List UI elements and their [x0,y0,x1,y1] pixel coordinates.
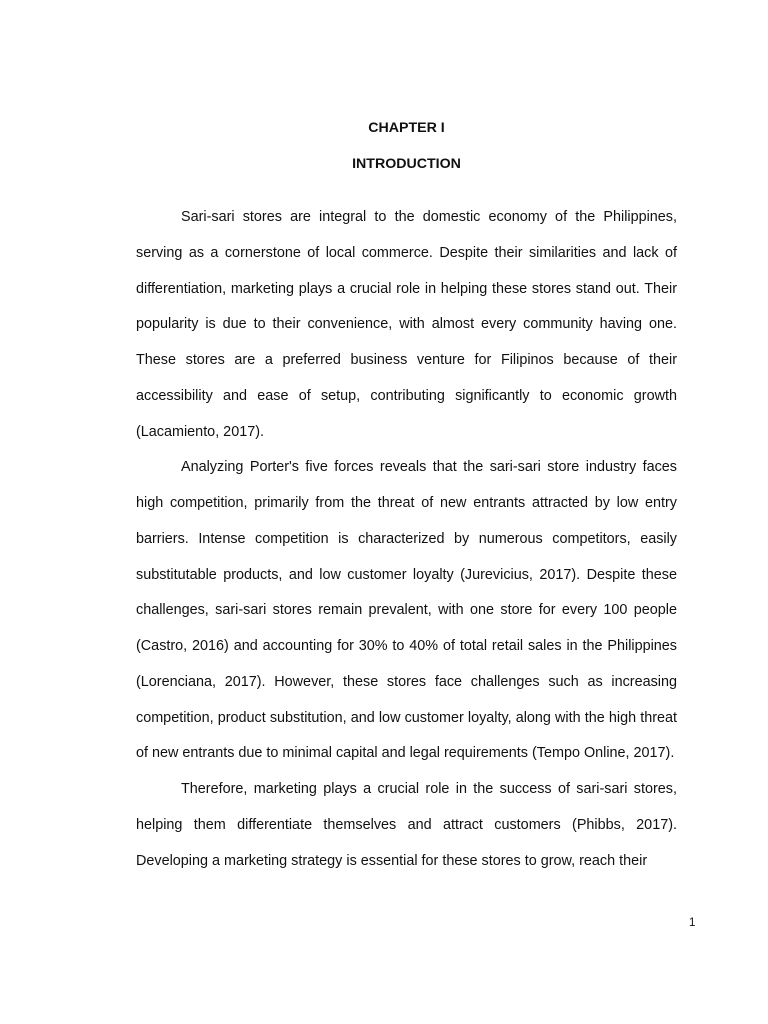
page-number: 1 [689,917,696,929]
paragraph-3: Therefore, marketing plays a crucial role in the success of sari-sari stores, helping them differentiate themselves and attract customers (Phibbs, 2017). Developing a marketing strategy is essential for these stores to grow, reach their [136,781,677,869]
paragraph-1: Sari-sari stores are integral to the domestic economy of the Philippines, serving as a cornerstone of local commerce. Despite their similarities and lack of differentiation, marketing plays a crucial role in helping these stores stand out. Their popularity is due to their convenience, with almost every community having one. These stores are a preferred business venture for Filipinos because of their accessibility and ease of setup, contributing significantly to economic growth (Lacamiento, 2017). [136,209,677,440]
section-title: INTRODUCTION [352,156,461,172]
paragraph-2: Analyzing Porter's five forces reveals that the sari-sari store industry faces high competition, primarily from the threat of new entrants attracted by low entry barriers. Intense competition is characterized by numerous competitors, easily substitutable products, and low customer loyalty (Jurevicius, 2017). Despite these challenges, sari-sari stores remain prevalent, with one store for every 100 people (Castro, 2016) and accounting for 30% to 40% of total retail sales in the Philippines (Lorenciana, 2017). However, these stores face challenges such as increasing competition, product substitution, and low customer loyalty, along with the high threat of new entrants due to minimal capital and legal requirements (Tempo Online, 2017). [136,459,677,762]
body-text [136,200,677,879]
chapter-label: CHAPTER I [368,120,445,136]
